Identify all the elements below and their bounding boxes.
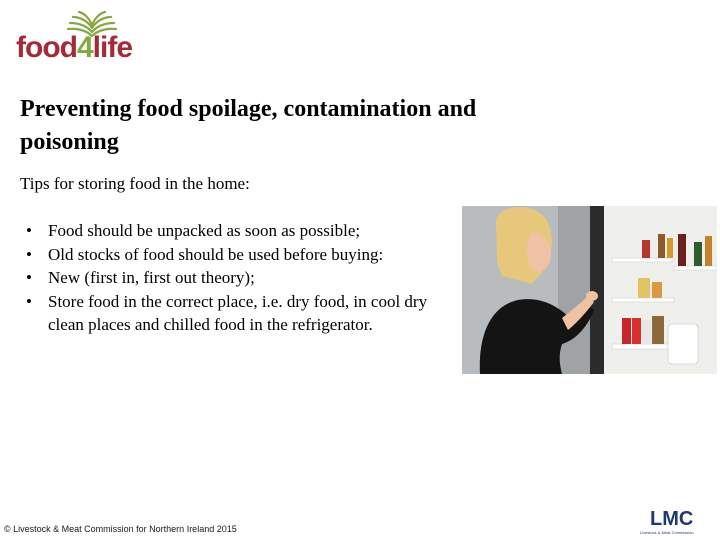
list-item [20, 243, 462, 267]
logo-word-food: food [16, 31, 77, 64]
logo-wordmark [16, 30, 132, 66]
copyright-notice: © Livestock & Meat Commission for Northern Ireland 2015 [4, 524, 237, 534]
list-item [20, 266, 462, 290]
list-item [20, 219, 462, 243]
food4life-logo [14, 8, 144, 64]
bullet-text: New (first in, first out theory); [48, 268, 255, 287]
logo-word-four: 4 [76, 31, 93, 64]
bullet-marker: • [26, 291, 32, 311]
intro-text: Tips for storing food in the home: [20, 174, 250, 193]
bullet-marker: • [26, 221, 32, 240]
list-item [20, 290, 462, 337]
lmc-logo-text: LMC [650, 508, 694, 530]
bullet-text: Store food in the correct place, i.e. dry food, in cool dry clean places and chilled food in the refrigerator. [48, 291, 428, 334]
fridge-photo [462, 206, 717, 374]
slide-title: Preventing food spoilage, contamination and poisoning [20, 96, 477, 155]
bullet-marker: • [26, 268, 32, 287]
bullet-text: Old stocks of food should be used before buying: [48, 244, 384, 264]
lmc-logo [636, 508, 716, 538]
lmc-tagline: Livestock & Meat Commission [640, 530, 694, 535]
logo-word-life: life [92, 31, 133, 64]
tips-list [20, 219, 462, 337]
bullet-marker: • [26, 244, 32, 264]
bullet-text: Food should be unpacked as soon as possible; [48, 221, 361, 240]
fridge-illustration [462, 206, 717, 374]
